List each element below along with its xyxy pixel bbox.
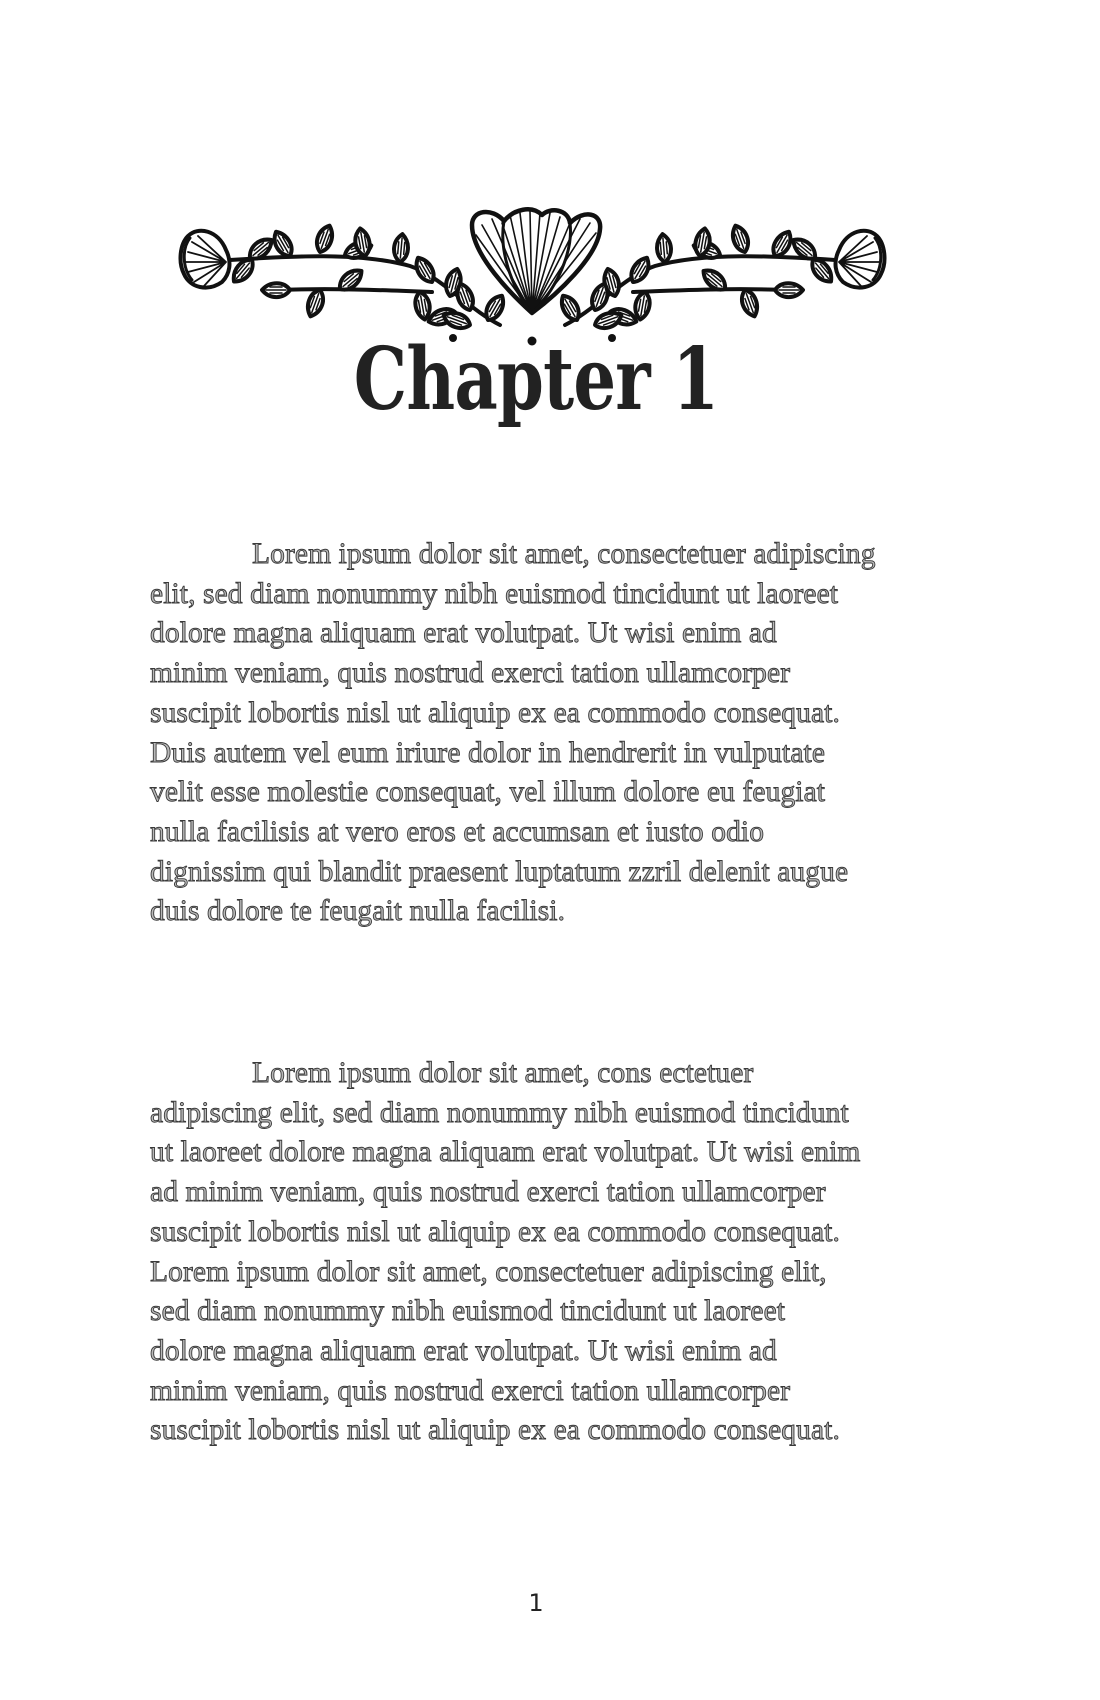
chapter-title: Chapter 1 <box>353 329 719 430</box>
text-line: minim veniam, quis nostrud exerci tation ullamcorper <box>150 657 791 690</box>
text-line: suscipit lobortis nisl ut aliquip ex ea commodo consequat. <box>150 1414 840 1447</box>
text-line: suscipit lobortis nisl ut aliquip ex ea commodo consequat. <box>150 1215 840 1248</box>
text-line: duis dolore te feugait nulla facilisi. <box>150 895 566 928</box>
text-line: sed diam nonummy nibh euismod tincidunt ut laoreet <box>150 1295 786 1328</box>
text-line: nulla facilisis at vero eros et accumsan et iusto odio <box>150 815 765 848</box>
text-line: dolore magna aliquam erat volutpat. Ut wisi enim ad <box>150 617 777 650</box>
text-line: Duis autem vel eum iriure dolor in hendrerit in vulputate <box>150 736 826 769</box>
text-line: Lorem ipsum dolor sit amet, consectetuer adipiscing <box>252 538 876 570</box>
text-line: ad minim veniam, quis nostrud exerci tation ullamcorper <box>150 1176 826 1209</box>
paragraph-2 <box>150 1054 1010 1451</box>
text-line: Lorem ipsum dolor sit amet, cons ectetuer <box>252 1057 754 1089</box>
text-line: Lorem ipsum dolor sit amet, consectetuer adipiscing elit, <box>150 1255 827 1288</box>
text-line: adipiscing elit, sed diam nonummy nibh euismod tincidunt <box>150 1096 849 1129</box>
text-line: suscipit lobortis nisl ut aliquip ex ea commodo consequat. <box>150 696 840 729</box>
text-line: minim veniam, quis nostrud exerci tation ullamcorper <box>150 1374 791 1407</box>
page-number: 1 <box>528 1589 544 1617</box>
text-line: ut laoreet dolore magna aliquam erat volutpat. Ut wisi enim <box>150 1136 861 1169</box>
paragraph-1 <box>150 535 1010 932</box>
text-line: velit esse molestie consequat, vel illum dolore eu feugiat <box>150 776 826 809</box>
text-line: dolore magna aliquam erat volutpat. Ut wisi enim ad <box>150 1334 777 1367</box>
floral-ornament-icon <box>170 200 895 350</box>
text-line: elit, sed diam nonummy nibh euismod tincidunt ut laoreet <box>150 577 839 610</box>
text-line: dignissim qui blandit praesent luptatum zzril delenit augue <box>150 855 849 888</box>
